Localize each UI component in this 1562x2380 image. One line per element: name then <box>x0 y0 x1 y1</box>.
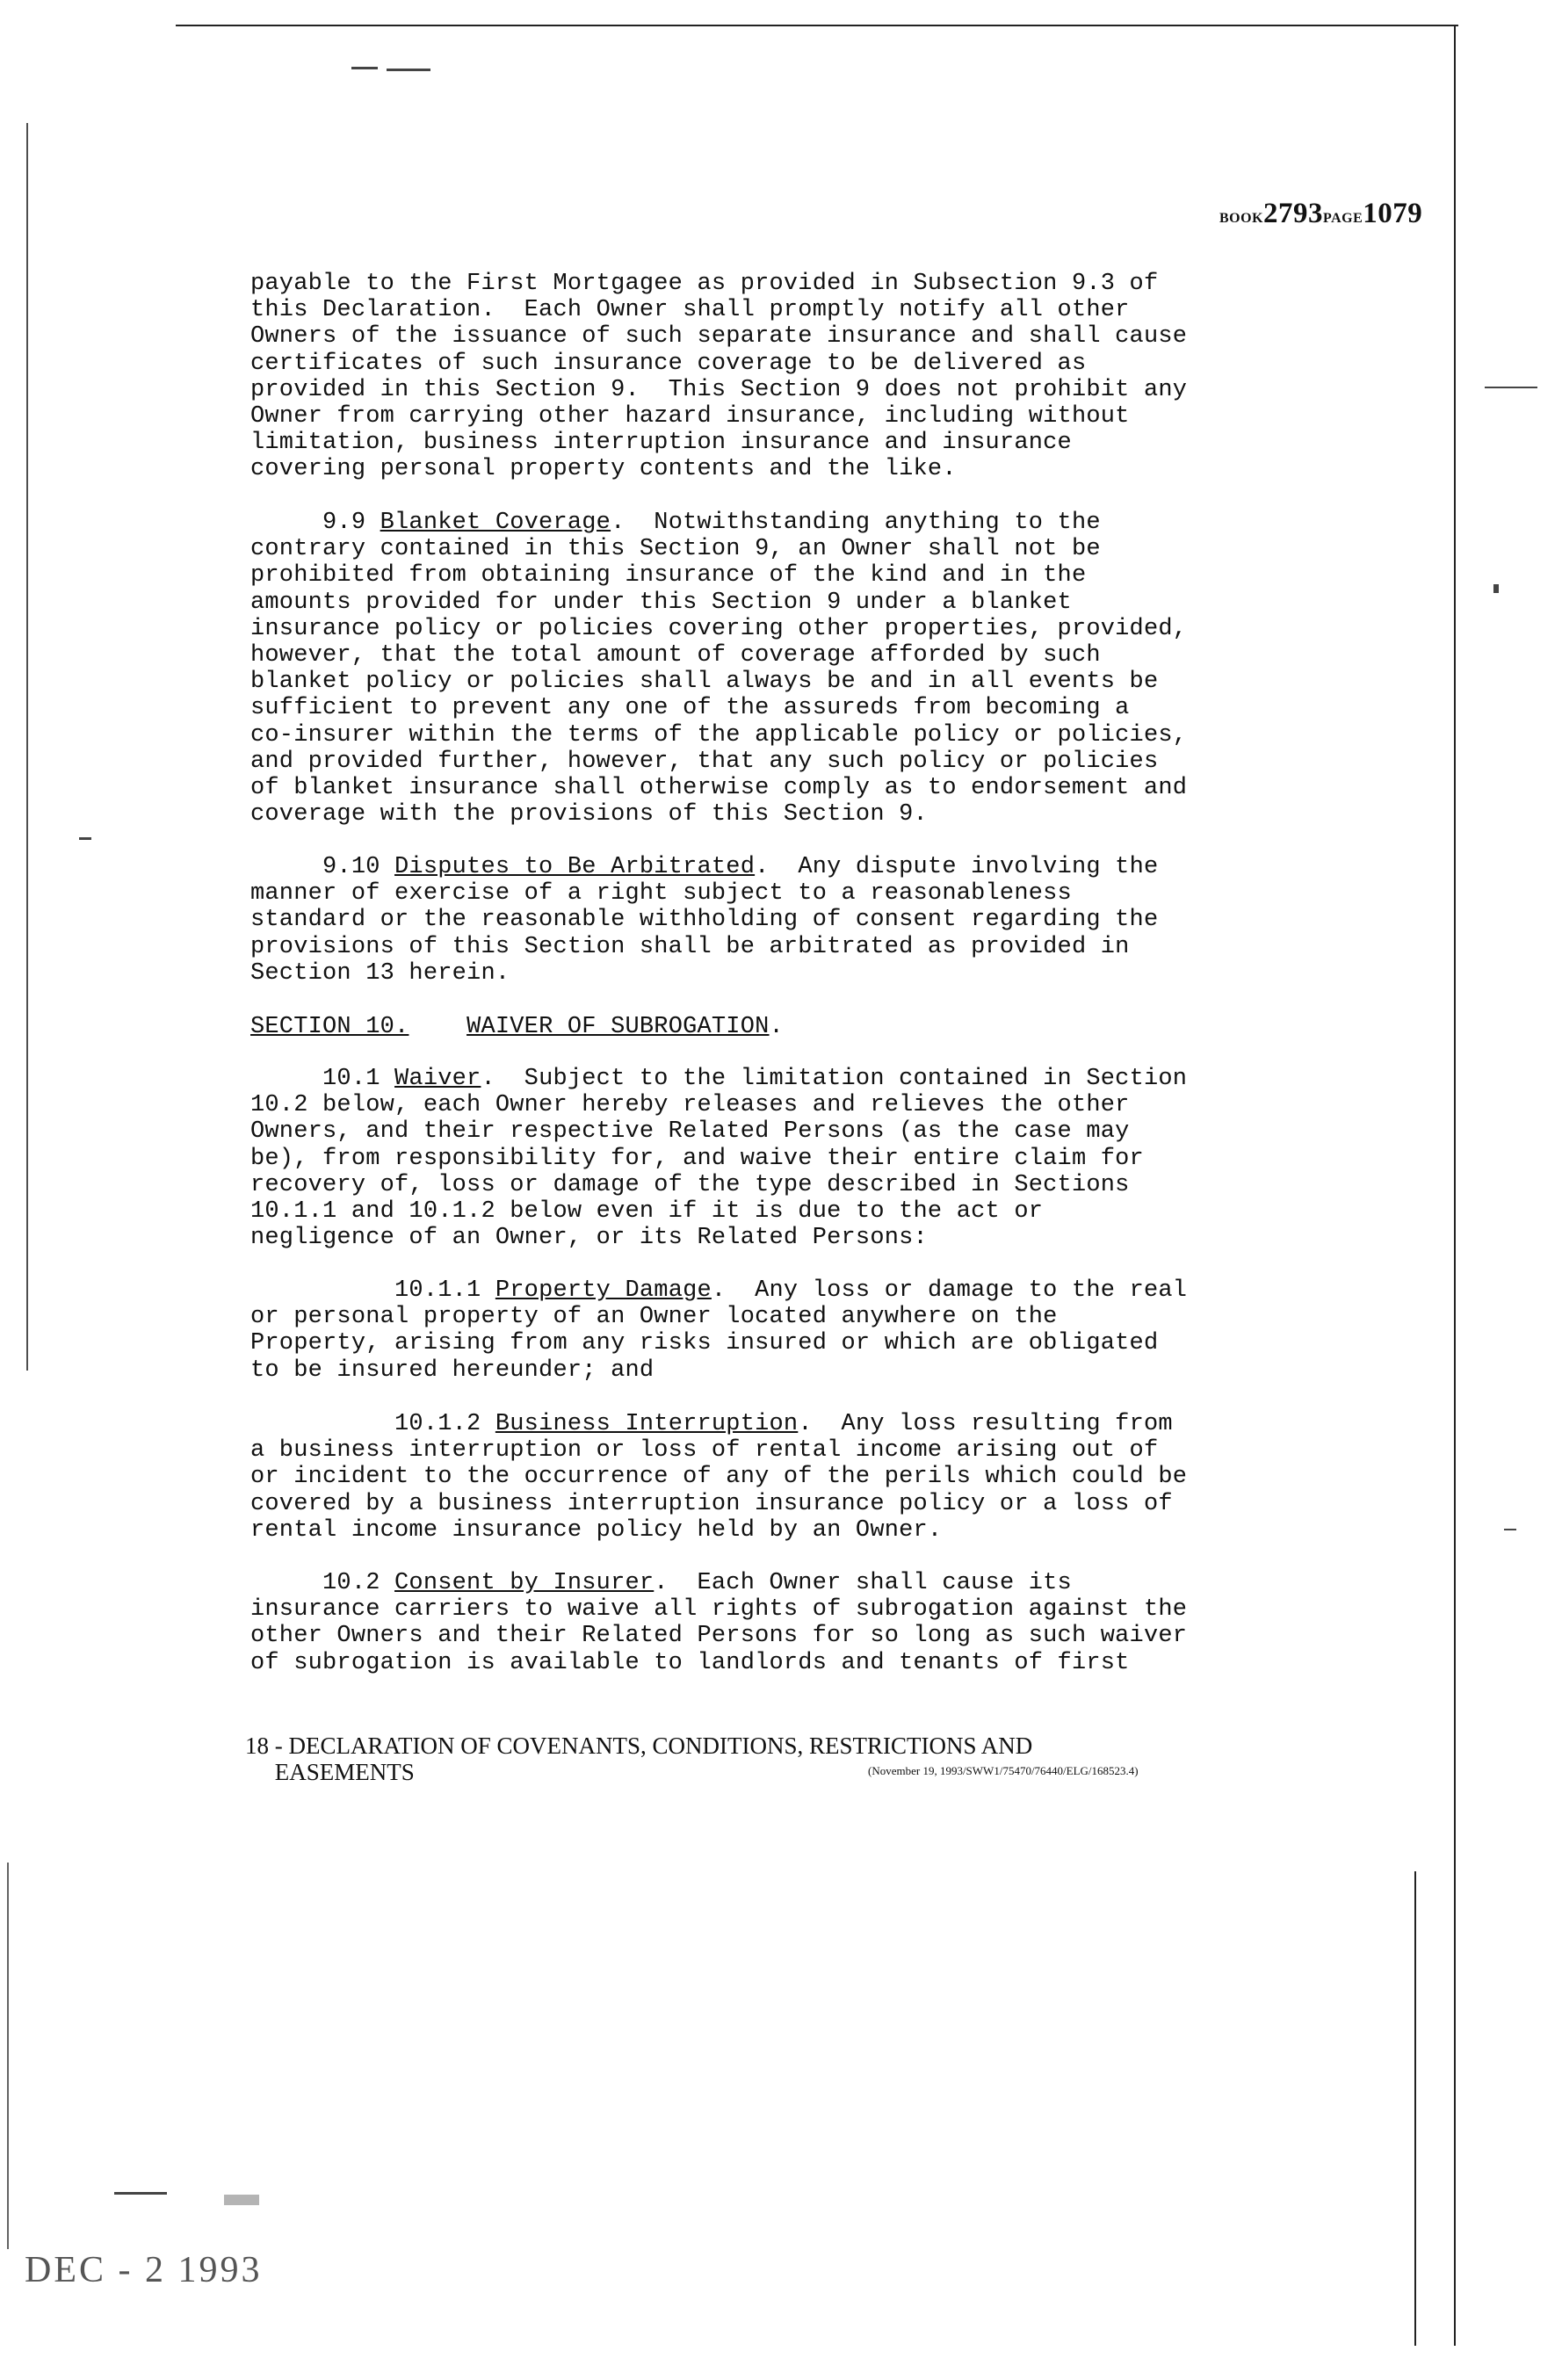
section-9-10-title: Disputes to Be Arbitrated <box>394 854 756 880</box>
section-10-heading: SECTION 10. WAIVER OF SUBROGATION. <box>250 1014 784 1040</box>
scan-speck <box>351 67 378 69</box>
date-stamp: DEC - 2 1993 <box>25 2250 263 2290</box>
section-9-10: 9.10 Disputes to Be Arbitrated. Any dispute involving the manner of exercise of a right subject to a reasonableness standard or the reasonable withholding of consent regarding the provisions of this Section shall be arbitrated as provided in Section 13 herein. <box>250 854 1159 987</box>
section-10-1: 10.1 Waiver. Subject to the limitation contained in Section 10.2 below, each Owner hereby releases and relieves the other Owners, and their respective Related Persons (as the case may be), from responsibility for, and waive their entire claim for recovery of, loss or damage of the type described in Sections 10.1.1 and 10.1.2 below even if it is due to the act or negligence of an Owner, or its Related Persons: <box>250 1066 1188 1252</box>
paragraph-continuation: payable to the First Mortgagee as provided in Subsection 9.3 of this Declaration. Each Owner shall promptly notify all other Owners of the issuance of such separate insurance and shall cause certificates of such insurance coverage to be delivered as provided in this Section 9. This Section 9 does not prohibit any Owner from carrying other hazard insurance, including without limitation, business interruption insurance and insurance covering personal property contents and the like. <box>250 271 1188 483</box>
book-label: BOOK <box>1219 211 1264 226</box>
page-footer: 18 - DECLARATION OF COVENANTS, CONDITIONS, RESTRICTIONS AND EASEMENTS <box>245 1733 1033 1785</box>
section-10-1-2: 10.1.2 Business Interruption. Any loss resulting from a business interruption or loss of rental income arising out of or incident to the occurrence of any of the perils which could be covered by a business interruption insurance policy or a loss of rental income insurance policy held by an Owner. <box>250 1411 1188 1544</box>
section-10-1-1-title: Property Damage <box>495 1277 712 1304</box>
left-edge-mark <box>7 1863 9 2249</box>
section-10-1-1: 10.1.1 Property Damage. Any loss or damage to the real or personal property of an Owner located anywhere on the Property, arising from any risks insured or which are obligated to be insured hereunder; and <box>250 1277 1188 1384</box>
page-label: PAGE <box>1323 211 1363 226</box>
bottom-right-line <box>1414 1871 1416 2346</box>
page-number: 1079 <box>1363 198 1423 229</box>
scan-speck <box>1485 387 1537 388</box>
section-10-1-title: Waiver <box>394 1066 481 1092</box>
scan-speck <box>1493 584 1499 593</box>
book-page-stamp <box>1219 198 1422 230</box>
scan-speck <box>224 2195 259 2205</box>
section-9-9: 9.9 Blanket Coverage. Notwithstanding anything to the contrary contained in this Section 9, an Owner shall not be prohibited from obtaining insurance of the kind and in the amounts provided for under this Section 9 under a blanket insurance policy or policies covering other properties, provided, however, that the total amount of coverage afforded by such blanket policy or policies shall always be and in all events be sufficient to prevent any one of the assureds from becoming a co-insurer within the terms of the applicable policy or policies, and provided further, however, that any such policy or policies of blanket insurance shall otherwise comply as to endorsement and coverage with the provisions of this Section 9. <box>250 510 1188 828</box>
scan-speck <box>1504 1529 1516 1530</box>
scan-speck <box>114 2192 167 2195</box>
left-margin-line <box>26 123 28 1371</box>
section-10-label: SECTION 10. <box>250 1014 409 1040</box>
section-10-2: 10.2 Consent by Insurer. Each Owner shall cause its insurance carriers to waive all rights of subrogation against the other Owners and their Related Persons for so long as such waiver of subrogation is available to landlords and tenants of first <box>250 1570 1188 1676</box>
book-number: 2793 <box>1263 198 1324 229</box>
section-9-9-title: Blanket Coverage <box>380 510 611 536</box>
section-10-2-title: Consent by Insurer <box>394 1570 654 1596</box>
section-10-1-2-title: Business Interruption <box>495 1411 799 1437</box>
document-code: (November 19, 1993/SWW1/75470/76440/ELG/168523.4) <box>868 1764 1139 1777</box>
top-border-line <box>176 25 1458 26</box>
scan-speck <box>79 837 91 840</box>
section-10-title: WAIVER OF SUBROGATION <box>466 1014 770 1040</box>
right-border-line <box>1454 26 1456 2346</box>
scan-speck <box>387 69 430 71</box>
